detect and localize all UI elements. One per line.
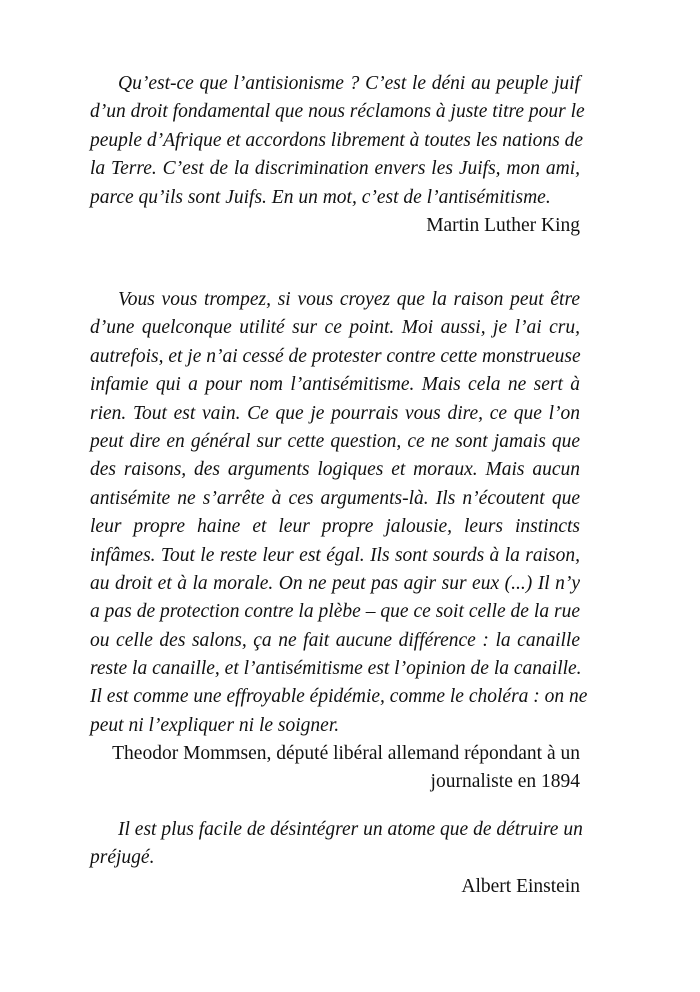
quote-attribution: Albert Einstein [461, 875, 580, 897]
quote-line: peut ni l’expliquer ni le soigner. [90, 714, 340, 736]
quote-attribution: journaliste en 1894 [430, 771, 580, 793]
quote-line: infamie qui a pour nom l’antisémitisme. Mais cela ne sert à [90, 374, 580, 396]
quote-line: d’une quelconque utilité sur ce point. Moi aussi, je l’ai cru, [90, 317, 580, 339]
quote-line: des raisons, des arguments logiques et moraux. Mais aucun [90, 459, 580, 481]
quote-line: ou celle des salons, ça ne fait aucune différence : la canaille [90, 629, 580, 651]
quote-attribution: Martin Luther King [426, 214, 580, 236]
quote-line: antisémite ne s’arrête à ces arguments-là. Ils n’écoutent que [90, 487, 580, 509]
quote-line: rien. Tout est vain. Ce que je pourrais vous dire, ce que l’on [90, 402, 580, 424]
quote-line: préjugé. [90, 847, 155, 869]
quote-line: autrefois, et je n’ai cessé de protester contre cette monstrueuse [90, 345, 581, 367]
quote-martin-luther-king [90, 70, 585, 240]
quote-line: Qu’est-ce que l’antisionisme ? C’est le déni au peuple juif [118, 73, 580, 94]
quote-attribution: Theodor Mommsen, député libéral allemand répondant à un [112, 743, 580, 765]
quote-line: Il est plus facile de désintégrer un atome que de détruire un [118, 819, 583, 840]
quote-line: Il est comme une effroyable épidémie, comme le choléra : on ne [90, 686, 588, 708]
quote-line: Vous vous trompez, si vous croyez que la raison peut être [118, 289, 580, 310]
quote-line: parce qu’ils sont Juifs. En un mot, c’est de l’antisémitisme. [90, 186, 551, 208]
quote-line: leur propre haine et leur propre jalousie, leurs instincts [90, 516, 580, 538]
quote-line: la Terre. C’est de la discrimination envers les Juifs, mon ami, [90, 158, 580, 180]
quote-line: infâmes. Tout le reste leur est égal. Ils sont sourds à la raison, [90, 544, 580, 566]
quote-line: a pas de protection contre la plèbe – que ce soit celle de la rue [90, 601, 580, 623]
quote-albert-einstein [90, 816, 583, 901]
quote-line: reste la canaille, et l’antisémitisme est l’opinion de la canaille. [90, 658, 582, 680]
quote-line: peut dire en général sur cette question, ce ne sont jamais que [90, 430, 580, 452]
quote-line: peuple d’Afrique et accordons librement à toutes les nations de [90, 129, 584, 151]
quote-theodor-mommsen [90, 286, 588, 796]
quote-line: au droit et à la morale. On ne peut pas agir sur eux (...) Il n’y [90, 572, 580, 594]
quote-line: d’un droit fondamental que nous réclamons à juste titre pour le [90, 101, 585, 123]
